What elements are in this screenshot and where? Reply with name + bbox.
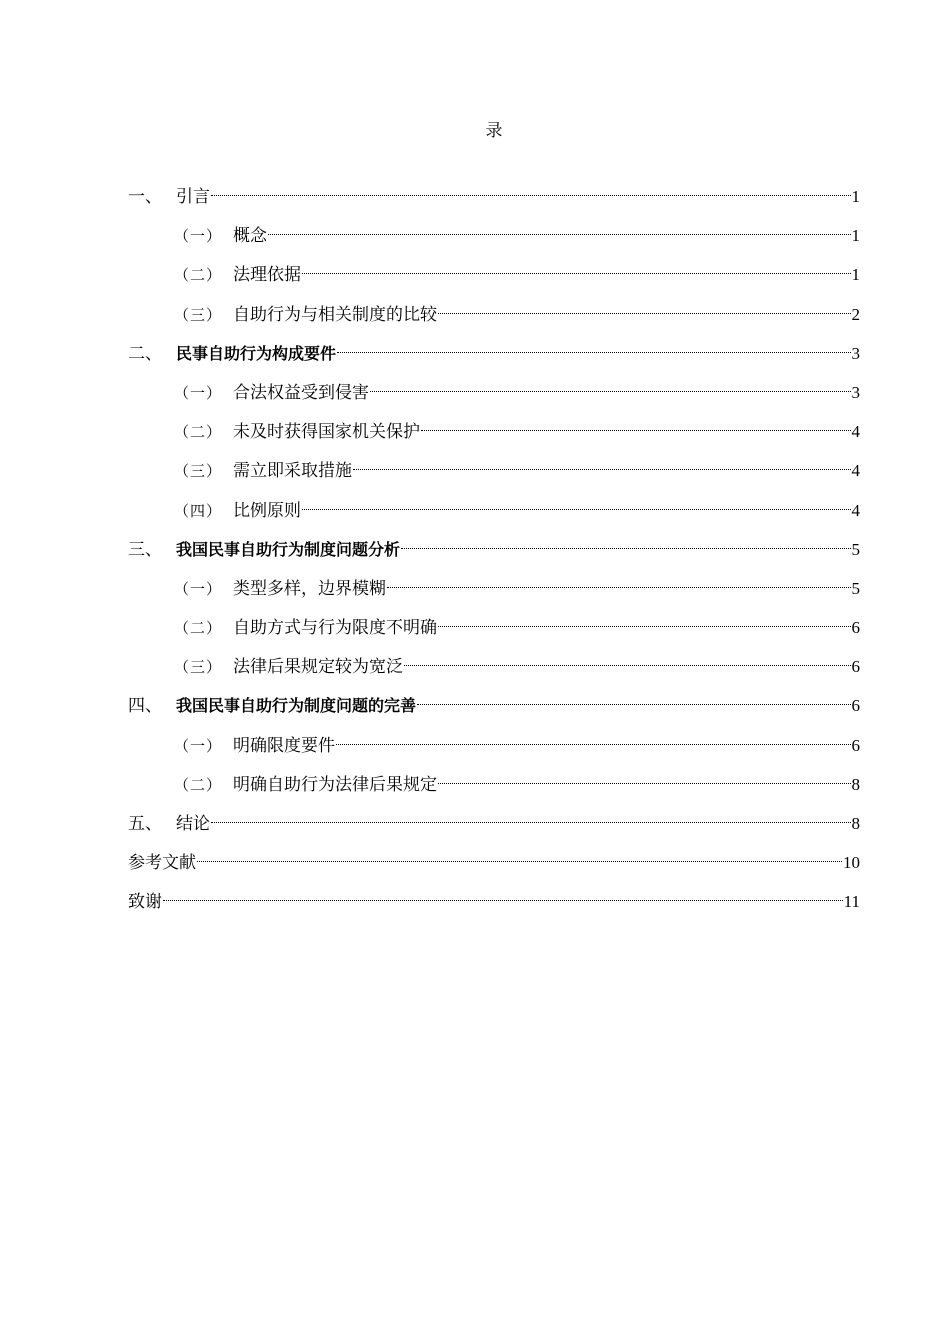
toc-number: 五、 (128, 814, 162, 834)
toc-title: 民事自助行为构成要件 (176, 343, 337, 363)
toc-number: （一） (174, 383, 223, 402)
toc-title: 需立即采取措施 (233, 461, 352, 482)
toc-title: 法理依据 (233, 265, 301, 286)
toc-page-number: 5 (851, 539, 860, 559)
toc-entry[interactable] (128, 644, 860, 683)
dot-leader (417, 683, 850, 711)
toc-page-number: 11 (843, 892, 860, 912)
dot-leader (302, 252, 851, 280)
dot-leader (163, 879, 843, 907)
toc-number: （二） (174, 619, 223, 638)
dot-leader (336, 723, 851, 751)
toc-entry[interactable] (128, 292, 860, 331)
dot-leader (370, 370, 851, 398)
toc-title: 致谢 (128, 892, 162, 913)
toc-page-number: 4 (851, 422, 860, 442)
toc-entry[interactable] (128, 174, 860, 213)
dot-leader (421, 409, 851, 437)
dot-leader (438, 292, 851, 320)
toc-number: （二） (174, 775, 223, 794)
dot-leader (211, 801, 851, 829)
toc-entry[interactable] (128, 605, 860, 644)
toc-entry[interactable] (128, 370, 860, 409)
dot-leader (268, 213, 851, 241)
toc-title: 自助方式与行为限度不明确 (233, 618, 437, 639)
toc-page-number: 4 (851, 461, 860, 481)
dot-leader (387, 566, 851, 594)
toc-page-number: 8 (851, 774, 860, 794)
toc-title: 未及时获得国家机关保护 (233, 422, 420, 443)
toc-entry[interactable] (128, 840, 860, 879)
dot-leader (302, 488, 851, 516)
toc-page-number: 2 (851, 304, 860, 324)
toc-page-number: 5 (851, 578, 860, 598)
toc-number: 一、 (128, 187, 162, 207)
toc-number: （二） (174, 266, 223, 285)
dot-leader (438, 605, 851, 633)
toc-page-number: 8 (851, 814, 860, 833)
toc-title: 引言 (176, 187, 210, 207)
toc-entry[interactable] (128, 448, 860, 487)
toc-entry[interactable] (128, 801, 860, 840)
toc-entry[interactable] (128, 723, 860, 762)
toc-entry[interactable] (128, 879, 860, 918)
toc-entry[interactable] (128, 488, 860, 527)
toc-title: 法律后果规定较为宽泛 (233, 657, 403, 678)
toc-entry[interactable] (128, 762, 860, 801)
toc-title: 比例原则 (233, 500, 301, 521)
toc-entry[interactable] (128, 409, 860, 448)
table-of-contents (128, 174, 860, 919)
dot-leader (438, 762, 851, 790)
toc-title: 我国民事自助行为制度问题的完善 (176, 696, 417, 716)
toc-entry[interactable] (128, 683, 860, 722)
toc-number: （一） (174, 227, 223, 246)
toc-entry[interactable] (128, 566, 860, 605)
toc-title: 合法权益受到侵害 (233, 382, 369, 403)
toc-number: （二） (174, 423, 223, 442)
toc-page-number: 3 (851, 382, 860, 402)
toc-title: 自助行为与相关制度的比较 (233, 304, 437, 325)
toc-number: 四、 (128, 696, 162, 717)
toc-title: 类型多样，边界模糊 (233, 578, 386, 599)
toc-page-number: 1 (851, 187, 860, 206)
toc-number: （三） (174, 462, 223, 481)
toc-page-number: 3 (851, 343, 860, 363)
toc-page-number: 1 (851, 265, 860, 285)
dot-leader (211, 174, 851, 202)
toc-number: （三） (174, 658, 223, 677)
toc-entry[interactable] (128, 331, 860, 370)
page-title: 录 (485, 121, 503, 141)
toc-title: 明确限度要件 (233, 735, 335, 756)
toc-entry[interactable] (128, 252, 860, 291)
toc-number: （四） (174, 501, 223, 520)
toc-title: 我国民事自助行为制度问题分析 (176, 539, 401, 559)
dot-leader (401, 527, 850, 555)
dot-leader (197, 840, 842, 868)
toc-page-number: 6 (851, 618, 860, 638)
toc-page-number: 6 (851, 735, 860, 755)
toc-title: 概念 (233, 226, 267, 247)
toc-page-number: 4 (851, 500, 860, 520)
dot-leader (404, 644, 851, 672)
toc-number: 三、 (128, 539, 162, 560)
dot-leader (353, 448, 851, 476)
toc-title: 明确自助行为法律后果规定 (233, 774, 437, 795)
toc-title: 参考文献 (128, 853, 196, 874)
toc-page-number: 10 (843, 853, 860, 873)
toc-title: 结论 (176, 814, 210, 834)
toc-number: 二、 (128, 343, 162, 364)
toc-page-number: 1 (851, 226, 860, 246)
dot-leader (337, 331, 850, 359)
toc-page-number: 6 (851, 696, 860, 716)
toc-number: （一） (174, 579, 223, 598)
toc-number: （一） (174, 736, 223, 755)
toc-entry[interactable] (128, 213, 860, 252)
toc-page-number: 6 (851, 657, 860, 677)
toc-entry[interactable] (128, 527, 860, 566)
toc-number: （三） (174, 305, 223, 324)
